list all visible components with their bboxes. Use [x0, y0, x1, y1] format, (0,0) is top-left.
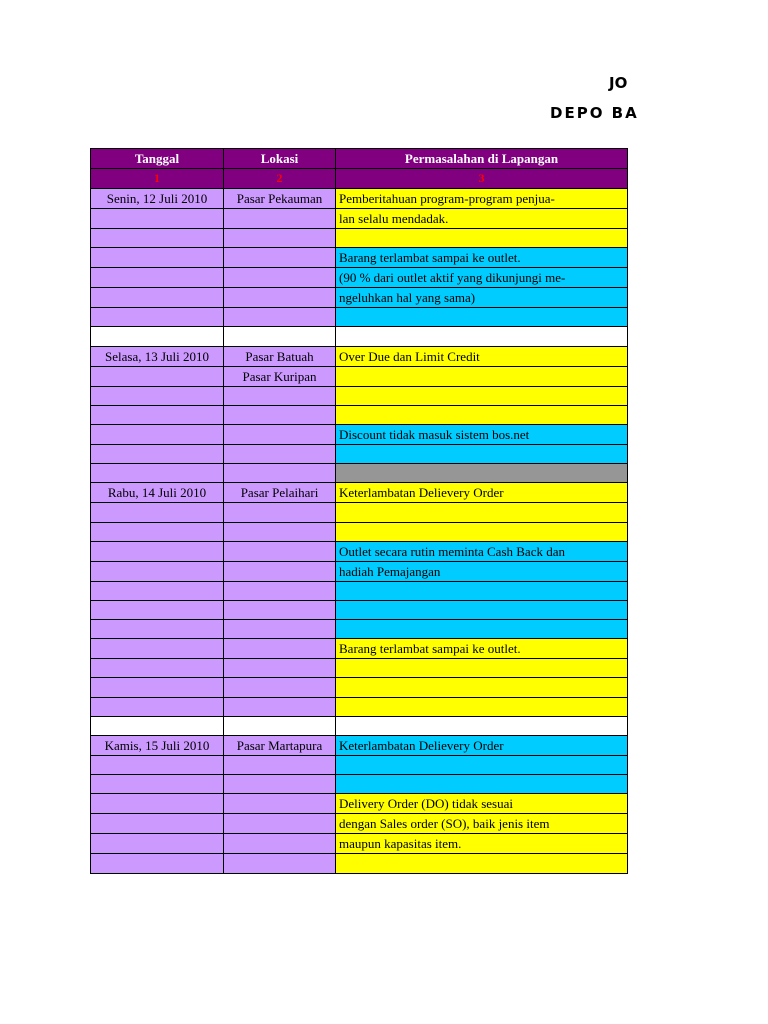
cell-tanggal: [91, 620, 224, 639]
cell-lokasi: [224, 854, 336, 873]
cell-permasalahan: [336, 697, 628, 716]
table-row: [91, 386, 628, 405]
cell-tanggal: [91, 268, 224, 288]
cell-tanggal: Senin, 12 Juli 2010: [91, 189, 224, 209]
cell-permasalahan: [336, 386, 628, 405]
cell-lokasi: [224, 464, 336, 483]
cell-lokasi: [224, 775, 336, 794]
cell-lokasi: Pasar Pekauman: [224, 189, 336, 209]
cell-permasalahan: (90 % dari outlet aktif yang dikunjungi me-: [336, 268, 628, 288]
cell-tanggal: [91, 639, 224, 659]
cell-permasalahan: Over Due dan Limit Credit: [336, 346, 628, 366]
cell-tanggal: [91, 854, 224, 873]
cell-tanggal: [91, 697, 224, 716]
cell-tanggal: [91, 229, 224, 248]
cell-permasalahan: [336, 716, 628, 735]
cell-lokasi: [224, 424, 336, 444]
cell-permasalahan: [336, 756, 628, 775]
cell-permasalahan: [336, 366, 628, 386]
table-row: [91, 639, 628, 659]
cell-permasalahan: Delivery Order (DO) tidak sesuai: [336, 794, 628, 814]
table-row: [91, 503, 628, 522]
table-row: [91, 288, 628, 308]
cell-lokasi: Pasar Pelaihari: [224, 483, 336, 503]
table-row: [91, 581, 628, 600]
header-row: [91, 149, 628, 169]
cell-permasalahan: [336, 405, 628, 424]
table-row: [91, 346, 628, 366]
table-row: [91, 756, 628, 775]
header-permasalahan: Permasalahan di Lapangan: [336, 149, 628, 169]
cell-lokasi: [224, 229, 336, 248]
table-row: [91, 678, 628, 697]
cell-tanggal: [91, 659, 224, 678]
table-row: [91, 834, 628, 854]
cell-lokasi: [224, 405, 336, 424]
cell-permasalahan: [336, 581, 628, 600]
cell-tanggal: [91, 581, 224, 600]
report-table: [90, 148, 628, 874]
cell-lokasi: [224, 814, 336, 834]
cell-permasalahan: [336, 854, 628, 873]
header-tanggal: Tanggal: [91, 149, 224, 169]
table-row: [91, 424, 628, 444]
cell-lokasi: [224, 561, 336, 581]
cell-permasalahan: ngeluhkan hal yang sama): [336, 288, 628, 308]
table-row: [91, 522, 628, 541]
table-row: [91, 209, 628, 229]
title-line-1: JO: [609, 74, 628, 92]
table-row: [91, 620, 628, 639]
cell-permasalahan: hadiah Pemajangan: [336, 561, 628, 581]
cell-permasalahan: Keterlambatan Delievery Order: [336, 483, 628, 503]
table-row: [91, 405, 628, 424]
cell-permasalahan: [336, 600, 628, 619]
table-row: [91, 366, 628, 386]
title-line-2: DEPO BA: [550, 104, 639, 122]
header-lokasi: Lokasi: [224, 149, 336, 169]
cell-permasalahan: [336, 522, 628, 541]
cell-tanggal: Selasa, 13 Juli 2010: [91, 346, 224, 366]
table-row: [91, 189, 628, 209]
cell-lokasi: [224, 581, 336, 600]
table-row: [91, 775, 628, 794]
cell-lokasi: Pasar Kuripan: [224, 366, 336, 386]
cell-permasalahan: [336, 678, 628, 697]
table-row: [91, 659, 628, 678]
cell-lokasi: [224, 639, 336, 659]
table-row: [91, 697, 628, 716]
cell-tanggal: [91, 561, 224, 581]
cell-tanggal: [91, 424, 224, 444]
table-row: [91, 464, 628, 483]
cell-tanggal: [91, 464, 224, 483]
cell-tanggal: [91, 209, 224, 229]
cell-tanggal: [91, 366, 224, 386]
cell-lokasi: Pasar Martapura: [224, 736, 336, 756]
cell-permasalahan: [336, 229, 628, 248]
cell-lokasi: [224, 716, 336, 735]
table-row: [91, 327, 628, 346]
cell-lokasi: [224, 794, 336, 814]
cell-tanggal: [91, 814, 224, 834]
cell-lokasi: [224, 620, 336, 639]
table-row: [91, 814, 628, 834]
cell-permasalahan: Outlet secara rutin meminta Cash Back dan: [336, 541, 628, 561]
table-row: [91, 229, 628, 248]
cell-tanggal: [91, 716, 224, 735]
cell-lokasi: [224, 327, 336, 346]
cell-lokasi: [224, 756, 336, 775]
cell-permasalahan: maupun kapasitas item.: [336, 834, 628, 854]
cell-lokasi: [224, 522, 336, 541]
cell-tanggal: [91, 308, 224, 327]
cell-lokasi: [224, 288, 336, 308]
table-row: [91, 794, 628, 814]
cell-permasalahan: Barang terlambat sampai ke outlet.: [336, 248, 628, 268]
table-row: [91, 600, 628, 619]
cell-tanggal: [91, 541, 224, 561]
cell-tanggal: [91, 600, 224, 619]
table-body: [91, 189, 628, 874]
cell-permasalahan: [336, 444, 628, 463]
cell-tanggal: [91, 248, 224, 268]
table-row: [91, 248, 628, 268]
cell-lokasi: [224, 308, 336, 327]
cell-tanggal: [91, 794, 224, 814]
cell-lokasi: [224, 541, 336, 561]
column-number-row: [91, 169, 628, 189]
cell-permasalahan: Pemberitahuan program-program penjua-: [336, 189, 628, 209]
table-row: [91, 268, 628, 288]
table-row: [91, 561, 628, 581]
title-area: [0, 60, 639, 130]
cell-tanggal: [91, 756, 224, 775]
cell-permasalahan: [336, 464, 628, 483]
cell-lokasi: [224, 444, 336, 463]
cell-permasalahan: Discount tidak masuk sistem bos.net: [336, 424, 628, 444]
table-row: [91, 854, 628, 873]
cell-tanggal: [91, 444, 224, 463]
cell-lokasi: [224, 248, 336, 268]
cell-tanggal: [91, 327, 224, 346]
cell-lokasi: [224, 600, 336, 619]
cell-lokasi: [224, 503, 336, 522]
cell-lokasi: Pasar Batuah: [224, 346, 336, 366]
cell-permasalahan: Keterlambatan Delievery Order: [336, 736, 628, 756]
table-row: [91, 444, 628, 463]
cell-tanggal: [91, 834, 224, 854]
table-row: [91, 308, 628, 327]
table-row: [91, 736, 628, 756]
cell-lokasi: [224, 209, 336, 229]
table-row: [91, 483, 628, 503]
table-row: [91, 541, 628, 561]
cell-tanggal: Rabu, 14 Juli 2010: [91, 483, 224, 503]
cell-lokasi: [224, 834, 336, 854]
cell-permasalahan: [336, 327, 628, 346]
cell-permasalahan: [336, 659, 628, 678]
cell-lokasi: [224, 268, 336, 288]
cell-lokasi: [224, 659, 336, 678]
cell-lokasi: [224, 678, 336, 697]
cell-permasalahan: [336, 308, 628, 327]
cell-tanggal: [91, 288, 224, 308]
cell-permasalahan: [336, 620, 628, 639]
cell-tanggal: [91, 522, 224, 541]
column-number: 2: [224, 169, 336, 189]
cell-lokasi: [224, 697, 336, 716]
cell-tanggal: [91, 503, 224, 522]
cell-permasalahan: [336, 775, 628, 794]
cell-permasalahan: dengan Sales order (SO), baik jenis item: [336, 814, 628, 834]
cell-tanggal: [91, 405, 224, 424]
cell-lokasi: [224, 386, 336, 405]
column-number: 1: [91, 169, 224, 189]
cell-permasalahan: lan selalu mendadak.: [336, 209, 628, 229]
cell-permasalahan: Barang terlambat sampai ke outlet.: [336, 639, 628, 659]
column-number: 3: [336, 169, 628, 189]
cell-tanggal: [91, 775, 224, 794]
cell-tanggal: [91, 386, 224, 405]
cell-permasalahan: [336, 503, 628, 522]
table-row: [91, 716, 628, 735]
cell-tanggal: [91, 678, 224, 697]
cell-tanggal: Kamis, 15 Juli 2010: [91, 736, 224, 756]
